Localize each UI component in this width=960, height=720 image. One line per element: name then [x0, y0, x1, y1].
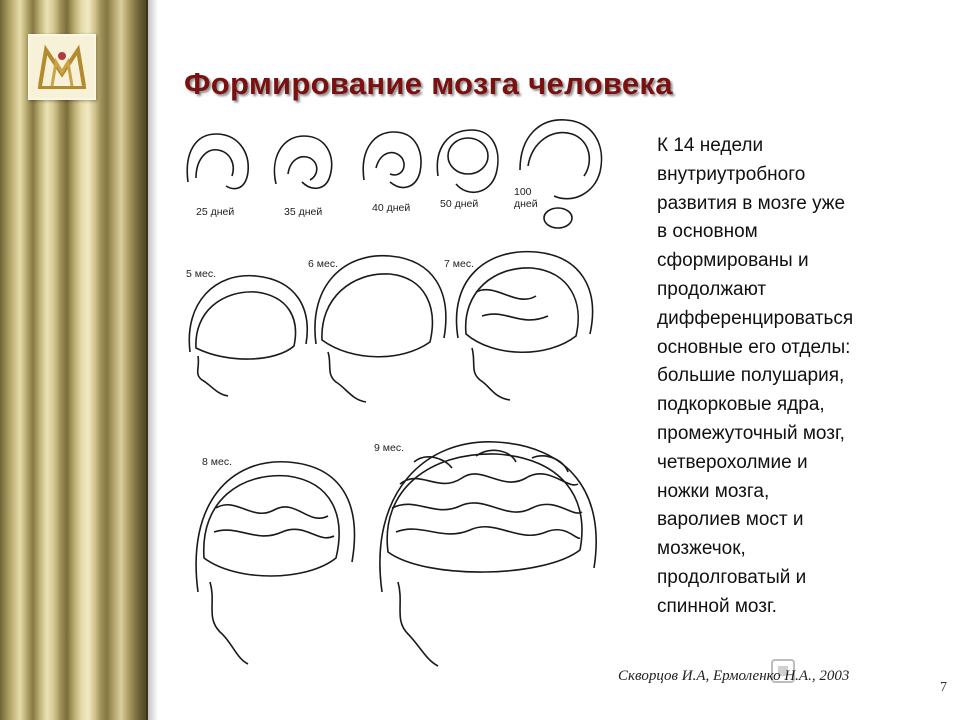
stage-label: 6 мес.	[308, 258, 338, 270]
text-line: внутриутробного	[657, 163, 806, 185]
text-line: продолжают	[657, 278, 767, 300]
description-text	[657, 132, 917, 622]
text-line: большие полушария,	[657, 365, 845, 387]
text-line: развития в мозге уже	[657, 192, 846, 214]
stage-label: 100 дней	[514, 186, 538, 210]
text-line: мозжечок,	[657, 538, 746, 560]
brain-development-illustration	[176, 112, 626, 668]
text-line: в основном	[657, 221, 758, 243]
stage-label: 8 мес.	[202, 456, 232, 468]
stage-label: 40 дней	[372, 202, 411, 214]
text-line: четверохолмие и	[657, 451, 808, 473]
stage-label: 7 мес.	[444, 258, 474, 270]
text-line: спинной мозг.	[657, 595, 777, 617]
page-number: 7	[940, 680, 947, 695]
text-line: основные его отделы:	[657, 336, 851, 358]
text-line: подкорковые ядра,	[657, 394, 825, 416]
logo-emblem	[28, 34, 96, 100]
stage-label: 35 дней	[284, 206, 323, 218]
text-line: дифференцироваться	[657, 307, 854, 329]
slide-title: Формирование мозга человека	[184, 66, 673, 101]
sidebar-shadow	[146, 0, 158, 720]
citation: Скворцов И.А, Ермоленко Н.А., 2003	[618, 668, 850, 684]
text-line: промежуточный мозг,	[657, 422, 845, 444]
decorative-sidebar	[0, 0, 148, 720]
text-line: сформированы и	[657, 250, 809, 272]
text-line: К 14 недели	[657, 135, 764, 156]
stage-label: 25 дней	[196, 206, 235, 218]
text-line: ножки мозга,	[657, 480, 770, 502]
brain-drawings	[176, 112, 626, 668]
text-line: варолиев мост и	[657, 509, 804, 531]
stage-label: 5 мес.	[186, 268, 216, 280]
stage-label: 50 дней	[440, 198, 479, 210]
text-line: продолговатый и	[657, 566, 807, 588]
stage-label: 9 мес.	[374, 442, 404, 454]
